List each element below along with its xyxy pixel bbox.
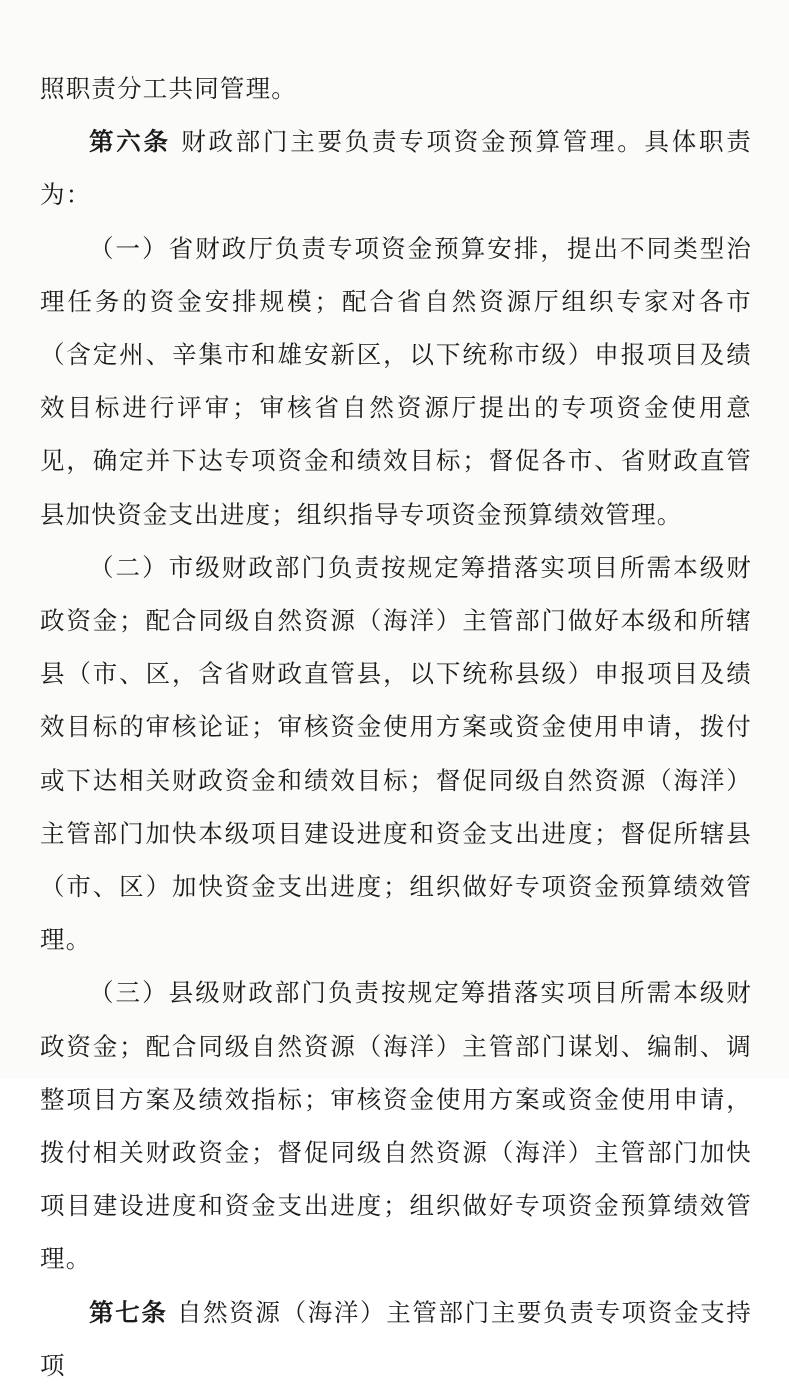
article-heading: 第七条 bbox=[89, 1297, 168, 1327]
paragraph-text: 照职责分工共同管理。 bbox=[40, 74, 297, 103]
paragraph-text: （一）省财政厅负责专项资金预算安排，提出不同类型治理任务的资金安排规模；配合省自然资源厅组织专家对各市（含定州、辛集市和雄安新区，以下统称市级）申报项目及绩效目标进行评审；审核省自然资源厅提出的专项资金使用意见，确定并下达专项资金和绩效目标；督促各市、省财政直管县加快资金支出进度；组织指导专项资金预算绩效管理。 bbox=[40, 233, 752, 529]
paragraph-text: （三）县级财政部门负责按规定筹措落实项目所需本级财政资金；配合同级自然资源（海洋）主管部门谋划、编制、调整项目方案及绩效指标；审核资金使用方案或资金使用申请，拨付相关财政资金；督促同级自然资源（海洋）主管部门加快项目建设进度和资金支出进度；组织做好专项资金预算绩效管理。 bbox=[40, 978, 752, 1274]
paragraph-continuation bbox=[40, 62, 752, 115]
article-heading: 第六条 bbox=[89, 127, 171, 157]
article-6-paragraph bbox=[40, 115, 752, 221]
paragraph-text: 自然资源（海洋）主管部门主要负责专项资金支持项 bbox=[40, 1297, 752, 1380]
clause-2-paragraph bbox=[40, 541, 752, 967]
paragraph-text: 财政部门主要负责专项资金预算管理。具体职责为： bbox=[40, 127, 752, 210]
document-body bbox=[40, 62, 752, 1392]
paragraph-text: （二）市级财政部门负责按规定筹措落实项目所需本级财政资金；配合同级自然资源（海洋）主管部门做好本级和所辖县（市、区，含省财政直管县，以下统称县级）申报项目及绩效目标的审核论证；审核资金使用方案或资金使用申请，拨付或下达相关财政资金和绩效目标；督促同级自然资源（海洋）主管部门加快本级项目建设进度和资金支出进度；督促所辖县（市、区）加快资金支出进度；组织做好专项资金预算绩效管理。 bbox=[40, 552, 752, 955]
article-7-paragraph bbox=[40, 1286, 752, 1392]
clause-1-paragraph bbox=[40, 222, 752, 541]
clause-3-paragraph bbox=[40, 966, 752, 1285]
